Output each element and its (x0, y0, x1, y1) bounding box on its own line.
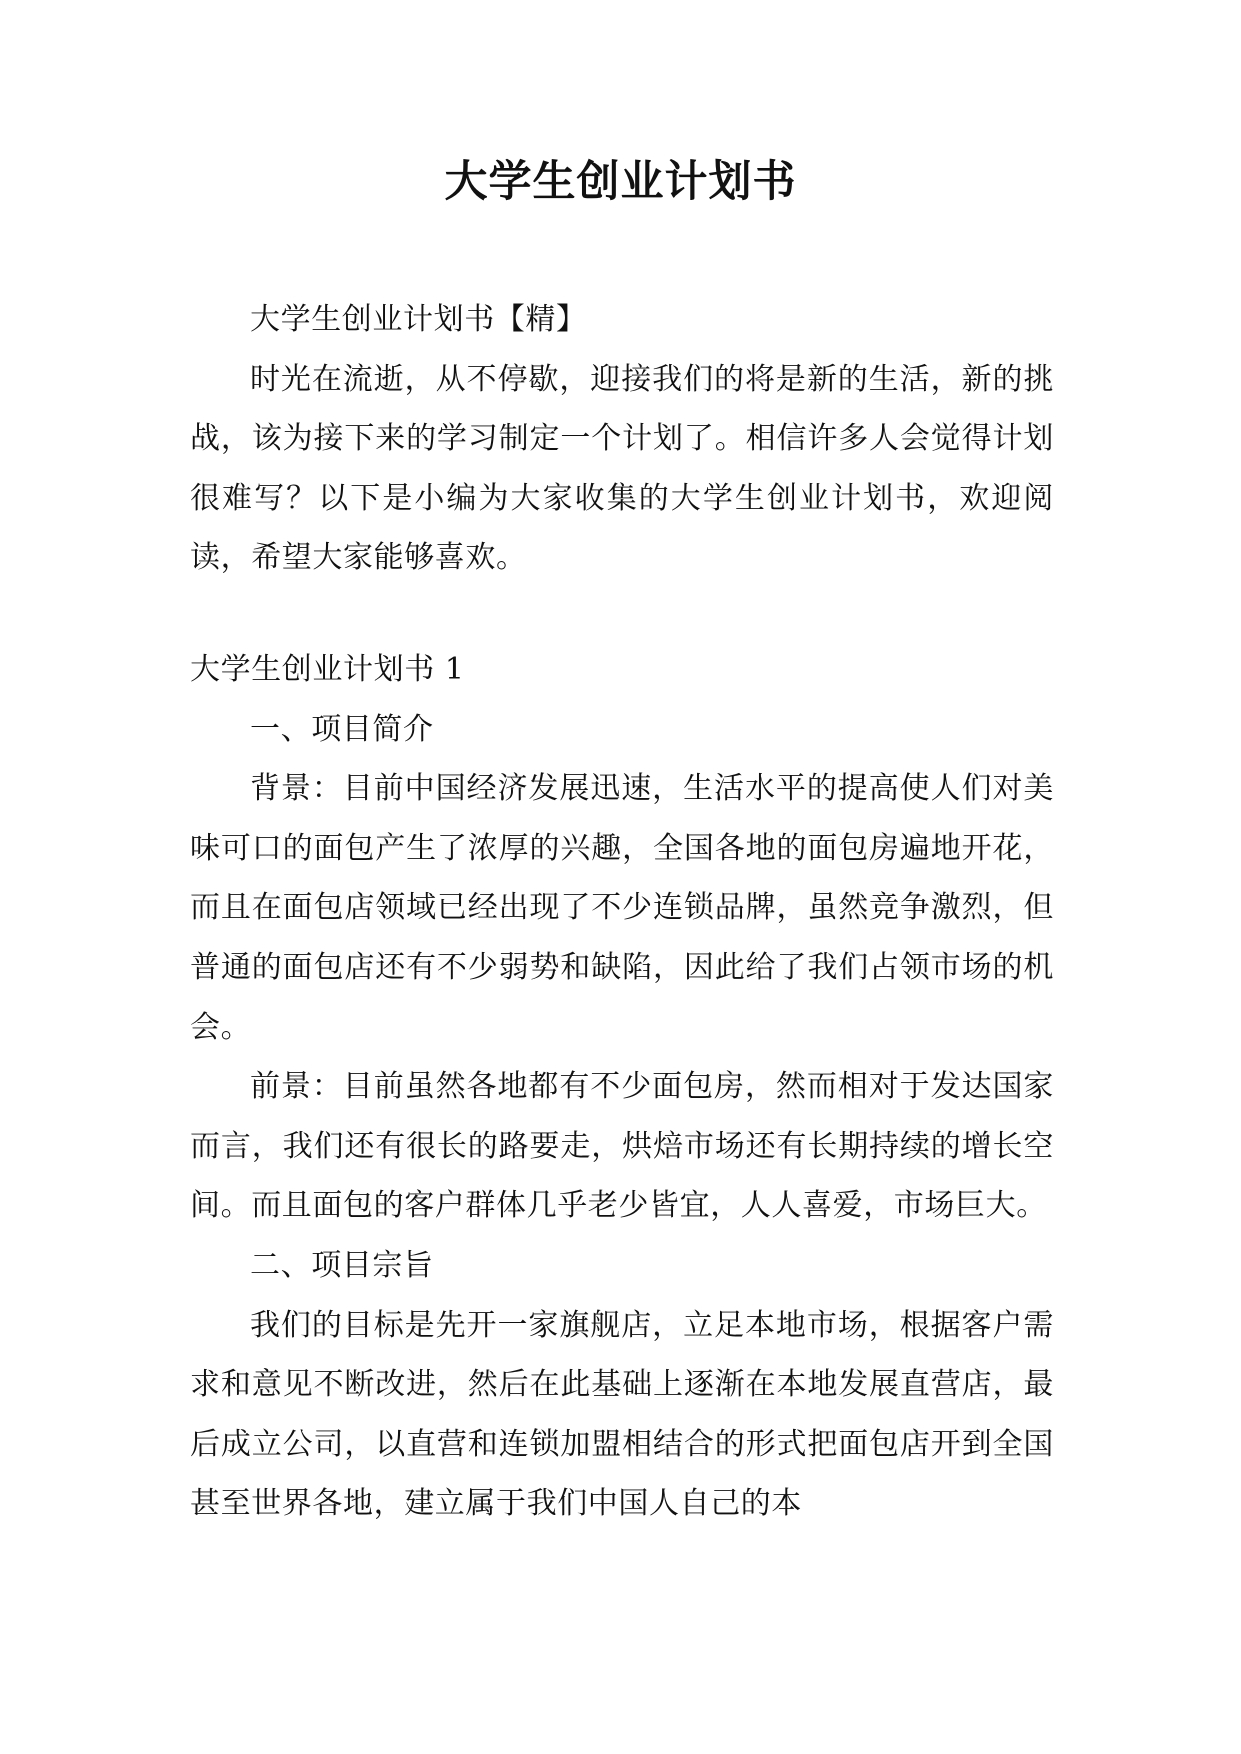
prospect-paragraph: 前景：目前虽然各地都有不少面包房，然而相对于发达国家而言，我们还有很长的路要走，烘焙市场还有长期持续的增长空间。而且面包的客户群体几乎老少皆宜，人人喜爱，市场巨大。 (190, 1069, 1054, 1224)
intro-paragraph: 时光在流逝，从不停歇，迎接我们的将是新的生活，新的挑战，该为接下来的学习制定一个计划了。相信许多人会觉得计划很难写？以下是小编为大家收集的大学生创业计划书，欢迎阅读，希望大家能够喜欢。 (190, 361, 1054, 576)
document-subtitle: 大学生创业计划书【精】 (250, 302, 587, 337)
document-title: 大学生创业计划书 (444, 157, 797, 207)
heading-project-intro: 一、项目简介 (250, 711, 434, 747)
purpose-paragraph: 我们的目标是先开一家旗舰店，立足本地市场，根据客户需求和意见不断改进，然后在此基础上逐渐在本地发展直营店，最后成立公司，以直营和连锁加盟相结合的形式把面包店开到全国甚至世界各地，建立属于我们中国人自己的本 (190, 1307, 1054, 1522)
section-title: 大学生创业计划书 1 (190, 651, 465, 687)
document-body (190, 290, 1054, 1534)
background-paragraph: 背景：目前中国经济发展迅速，生活水平的提高使人们对美味可口的面包产生了浓厚的兴趣，全国各地的面包房遍地开花，而且在面包店领域已经出现了不少连锁品牌，虽然竞争激烈，但普通的面包店还有不少弱势和缺陷，因此给了我们占领市场的机会。 (190, 771, 1054, 1045)
heading-project-purpose: 二、项目宗旨 (250, 1247, 434, 1283)
